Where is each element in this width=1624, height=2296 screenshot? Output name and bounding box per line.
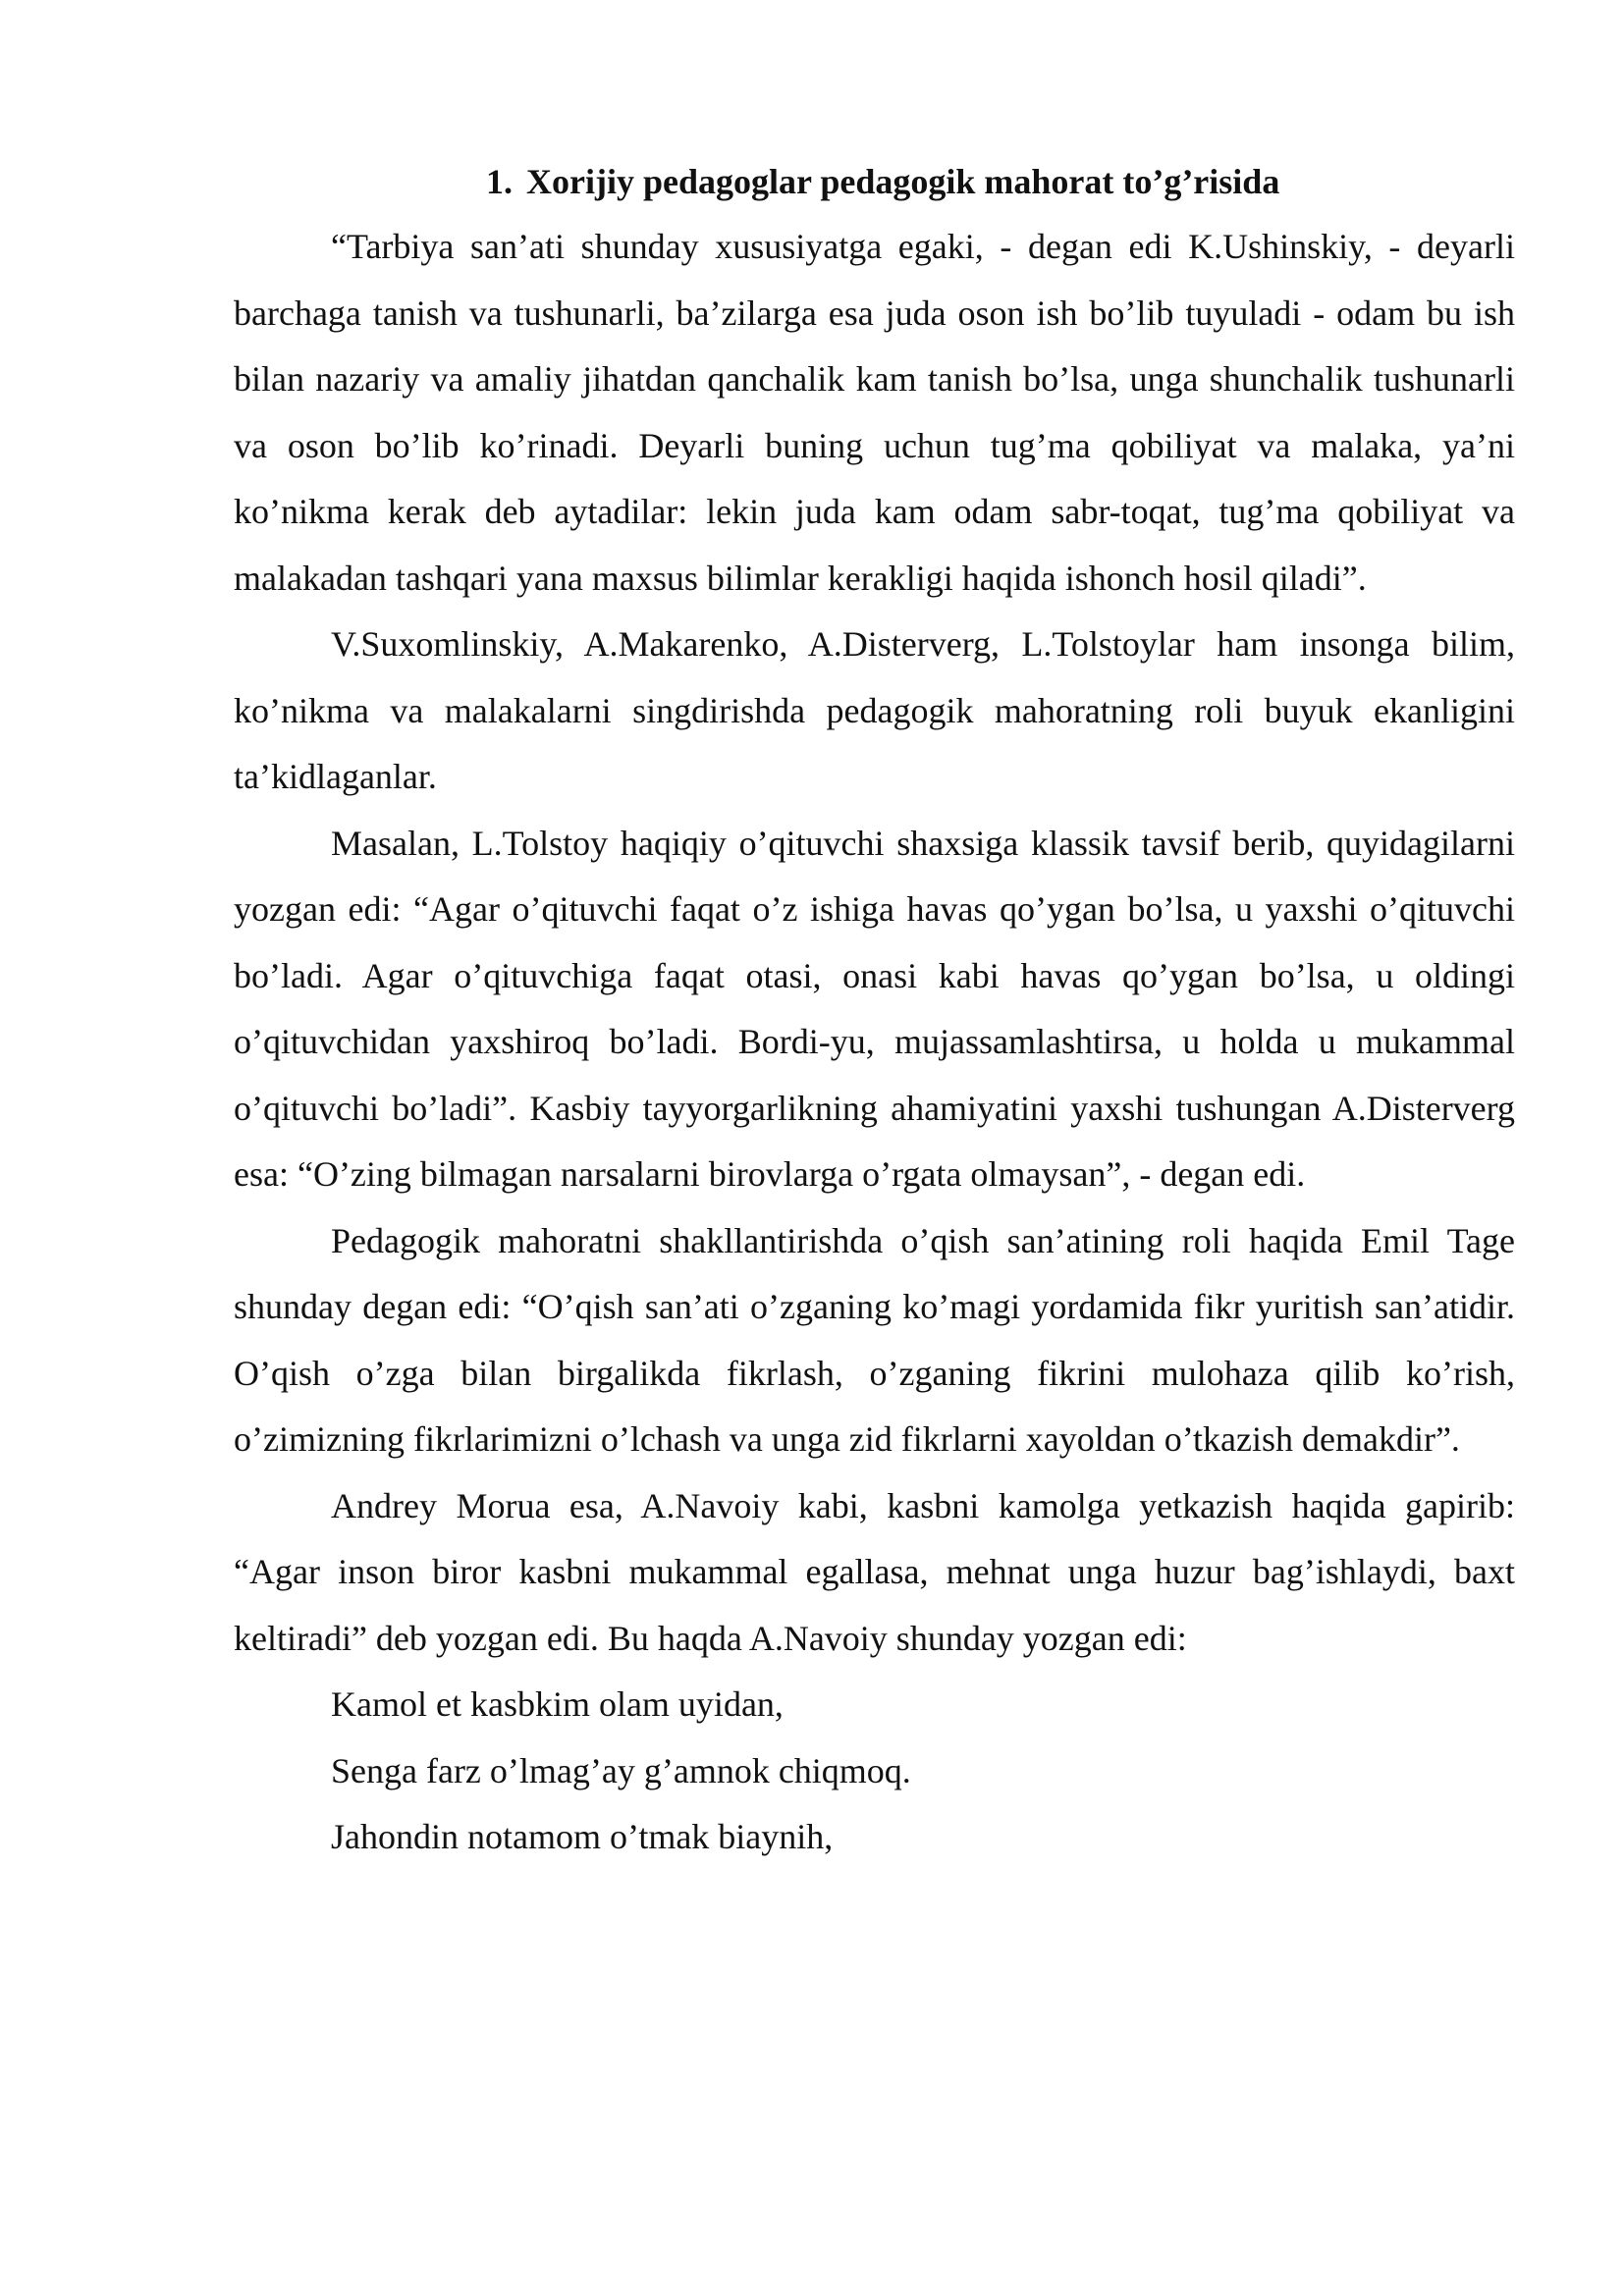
paragraph-emil-tage: Pedagogik mahoratni shakllantirishda o’qish san’atining roli haqida Emil Tage shunday degan edi: “O’qish san’ati o’zganing ko’magi yordamida fikr yuritish san’atidir. O’qish o’zga bilan birgalikda fikrlash, o’zganing fikrini mulohaza qilib ko’rish, o’zimizning fikrlarimizni o’lchash va unga zid fikrlarni xayoldan o’tkazish demakdir”. (234, 1220, 1515, 1459)
verse-line: Jahondin notamom o’tmak biaynih, (331, 1817, 834, 1856)
paragraph-ushinskiy-quote: “Tarbiya san’ati shunday xususiyatga egaki, - degan edi K.Ushinskiy, - deyarli barchaga tanish va tushunarli, ba’zilarga esa juda oson ish bo’lib tuyuladi - odam bu ish bilan nazariy va amaliy jihatdan qanchalik kam tanish bo’lsa, unga shunchalik tushunarli va oson bo’lib ko’rinadi. Deyarli buning uchun tug’ma qobiliyat va malaka, ya’ni ko’nikma kerak deb aytadilar: lekin juda kam odam sabr-toqat, tug’ma qobiliyat va malakadan tashqari yana maxsus bilimlar kerakligi haqida ishonch hosil qiladi”. (234, 227, 1515, 598)
paragraph-tolstoy: Masalan, L.Tolstoy haqiqiy o’qituvchi shaxsiga klassik tavsif berib, quyidagilarni yozgan edi: “Agar o’qituvchi faqat o’z ishiga havas qo’ygan bo’lsa, u yaxshi o’qituvchi bo’ladi. Agar o’qituvchiga faqat otasi, onasi kabi havas qo’ygan bo’lsa, u oldingi o’qituvchidan yaxshiroq bo’ladi. Bordi-yu, mujassamlashtirsa, u holda u mukammal o’qituvchi bo’ladi”. Kasbiy tayyorgarlikning ahamiyatini yaxshi tushungan A.Disterverg esa: “O’zing bilmagan narsalarni birovlarga o’rgata olmaysan”, - degan edi. (234, 823, 1515, 1194)
page-content (234, 149, 1515, 1871)
paragraph-andrey-morua: Andrey Morua esa, A.Navoiy kabi, kasbni kamolga yetkazish haqida gapirib: “Agar inson biror kasbni mukammal egallasa, mehnat unga huzur bag’ishlaydi, baxt keltiradi” deb yozgan edi. Bu haqda A.Navoiy shunday yozgan edi: (234, 1485, 1515, 1658)
verse-line: Senga farz o’lmag’ay g’amnok chiqmoq. (331, 1750, 911, 1790)
section-title: Xorijiy pedagoglar pedagogik mahorat to’g’risida (526, 162, 1280, 201)
paragraph-educators: V.Suxomlinskiy, A.Makarenko, A.Disterverg, L.Tolstoylar ham insonga bilim, ko’nikma va malakalarni singdirishda pedagogik mahoratning roli buyuk ekanligini ta’kidlaganlar. (234, 624, 1515, 796)
section-heading (234, 149, 1515, 214)
section-number: 1. (486, 162, 513, 201)
verse-line: Kamol et kasbkim olam uyidan, (331, 1684, 784, 1724)
